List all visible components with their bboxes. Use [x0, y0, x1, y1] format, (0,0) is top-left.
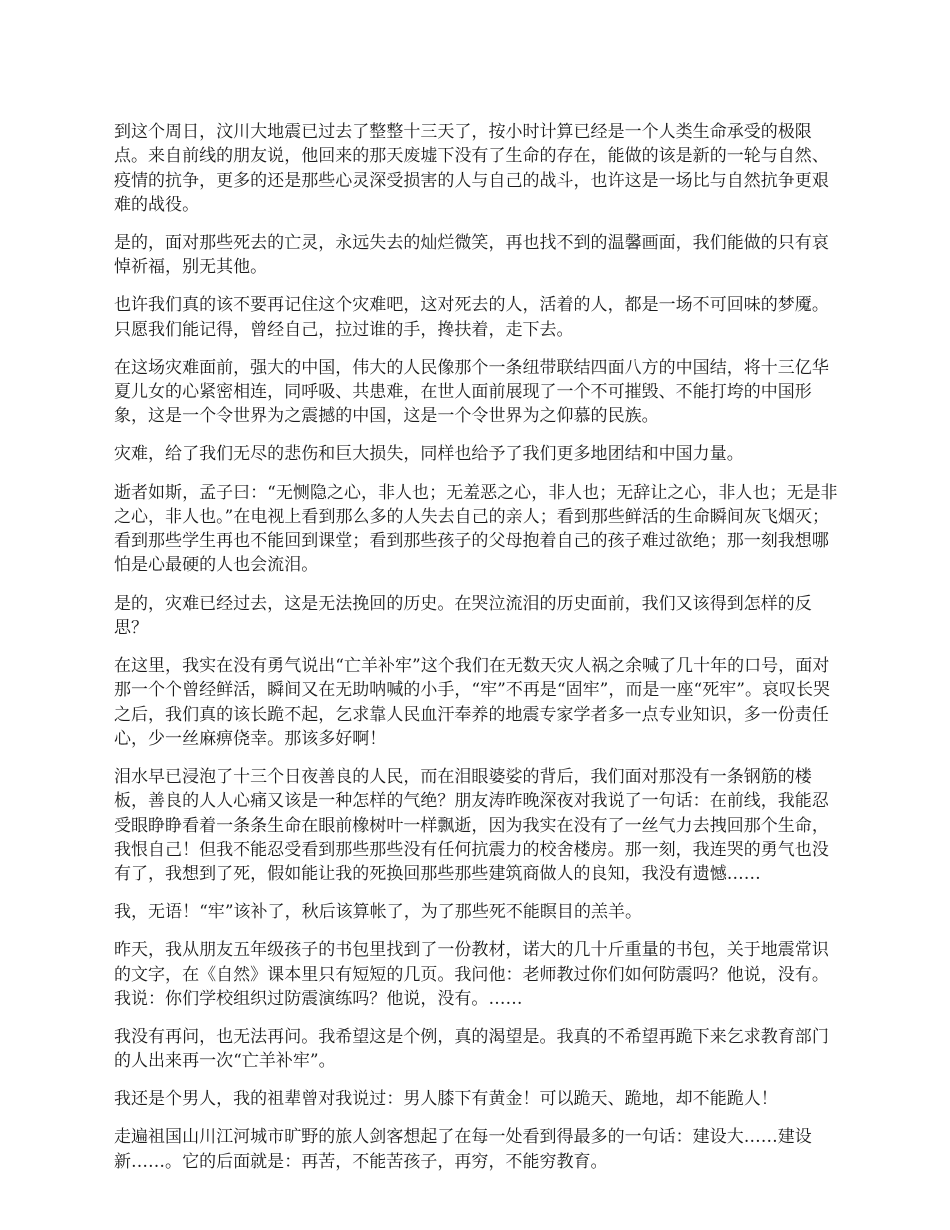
paragraph: 在这场灾难面前，强大的中国，伟大的人民像那个一条纽带联结四面八方的中国结，将十三亿华夏儿女的心紧密相连，同呼吸、共患难，在世人面前展现了一个不可摧毁、不能打垮的中国形象，这是一个令世界为之震撼的中国，这是一个令世界为之仰慕的民族。 — [114, 357, 829, 427]
paragraph: 泪水早已浸泡了十三个日夜善良的人民，而在泪眼婆娑的背后，我们面对那没有一条钢筋的楼板，善良的人人心痛又该是一种怎样的气绝？朋友涛昨晚深夜对我说了一句话：在前线，我能忍受眼睁睁看着一条条生命在眼前橡树叶一样飘逝，因为我实在没有了一丝气力去拽回那个生命，我恨自己！但我不能忍受看到那些那些没有任何抗震力的校舍楼房。那一刻，我连哭的勇气也没有了，我想到了死，假如能让我的死换回那些那些建筑商做人的良知，我没有遗憾…… — [114, 766, 829, 885]
paragraph: 是的，灾难已经过去，这是无法挽回的历史。在哭泣流泪的历史面前，我们又该得到怎样的反思？ — [114, 593, 812, 638]
paragraph: 在这里，我实在没有勇气说出“亡羊补牢”这个我们在无数天灾人祸之余喊了几十年的口号，面对那一个个曾经鲜活，瞬间又在无助呐喊的小手，“牢”不再是“固牢”，而是一座“死牢”。哀叹长哭之后，我们真的该长跪不起，乞求靠人民血汗奉养的地震专家学者多一点专业知识，多一份责任心，少一丝麻痹侥幸。那该多好啊！ — [114, 655, 831, 749]
paragraph: 灾难，给了我们无尽的悲伤和巨大损失，同样也给予了我们更多地团结和中国力量。 — [114, 444, 744, 465]
paragraph: 昨天，我从朋友五年级孩子的书包里找到了一份教材，诺大的几十斤重量的书包，关于地震常识的文字，在《自然》课本里只有短短的几页。我问他：老师教过你们如何防震吗？他说，没有。我说：你们学校组织过防震演练吗？他说，没有。…… — [114, 940, 829, 1009]
paragraph: 我还是个男人，我的祖辈曾对我说过：男人膝下有黄金！可以跪天、跪地，却不能跪人！ — [114, 1089, 778, 1110]
paragraph: 也许我们真的该不要再记住这个灾难吧，这对死去的人，活着的人，都是一场不可回味的梦魇。只愿我们能记得，曾经自己，拉过谁的手，搀扶着，走下去。 — [114, 295, 829, 340]
paragraph: 我，无语！“牢”该补了，秋后该算帐了，为了那些死不能瞑目的羔羊。 — [114, 902, 643, 923]
paragraph: 逝者如斯，孟子曰：“无恻隐之心，非人也；无羞恶之心，非人也；无辞让之心，非人也；无是非之心，非人也。”在电视上看到那么多的人失去自己的亲人；看到那些鲜活的生命瞬间灰飞烟灭；看到那些学生再也不能回到课堂；看到那些孩子的父母抱着自己的孩子难过欲绝；那一刻我想哪怕是心最硬的人也会流泪。 — [114, 482, 838, 576]
paragraph: 走遍祖国山川江河城市旷野的旅人剑客想起了在每一处看到得最多的一句话：建设大……建设新……。它的后面就是：再苦，不能苦孩子，再穷，不能穷教育。 — [114, 1127, 812, 1172]
paragraph: 到这个周日，汶川大地震已过去了整整十三天了，按小时计算已经是一个人类生命承受的极限点。来自前线的朋友说，他回来的那天废墟下没有了生命的存在，能做的该是新的一轮与自然、疫情的抗争，更多的还是那些心灵深受损害的人与自己的战斗，也许这是一场比与自然抗争更艰难的战役。 — [114, 122, 829, 215]
paragraph: 我没有再问，也无法再问。我希望这是个例，真的渴望是。我真的不希望再跪下来乞求教育部门的人出来再一次“亡羊补牢”。 — [114, 1026, 829, 1072]
paragraph: 是的，面对那些死去的亡灵，永远失去的灿烂微笑，再也找不到的温馨画面，我们能做的只有哀悼祈福，别无其他。 — [114, 232, 829, 278]
document-body — [114, 120, 840, 1188]
